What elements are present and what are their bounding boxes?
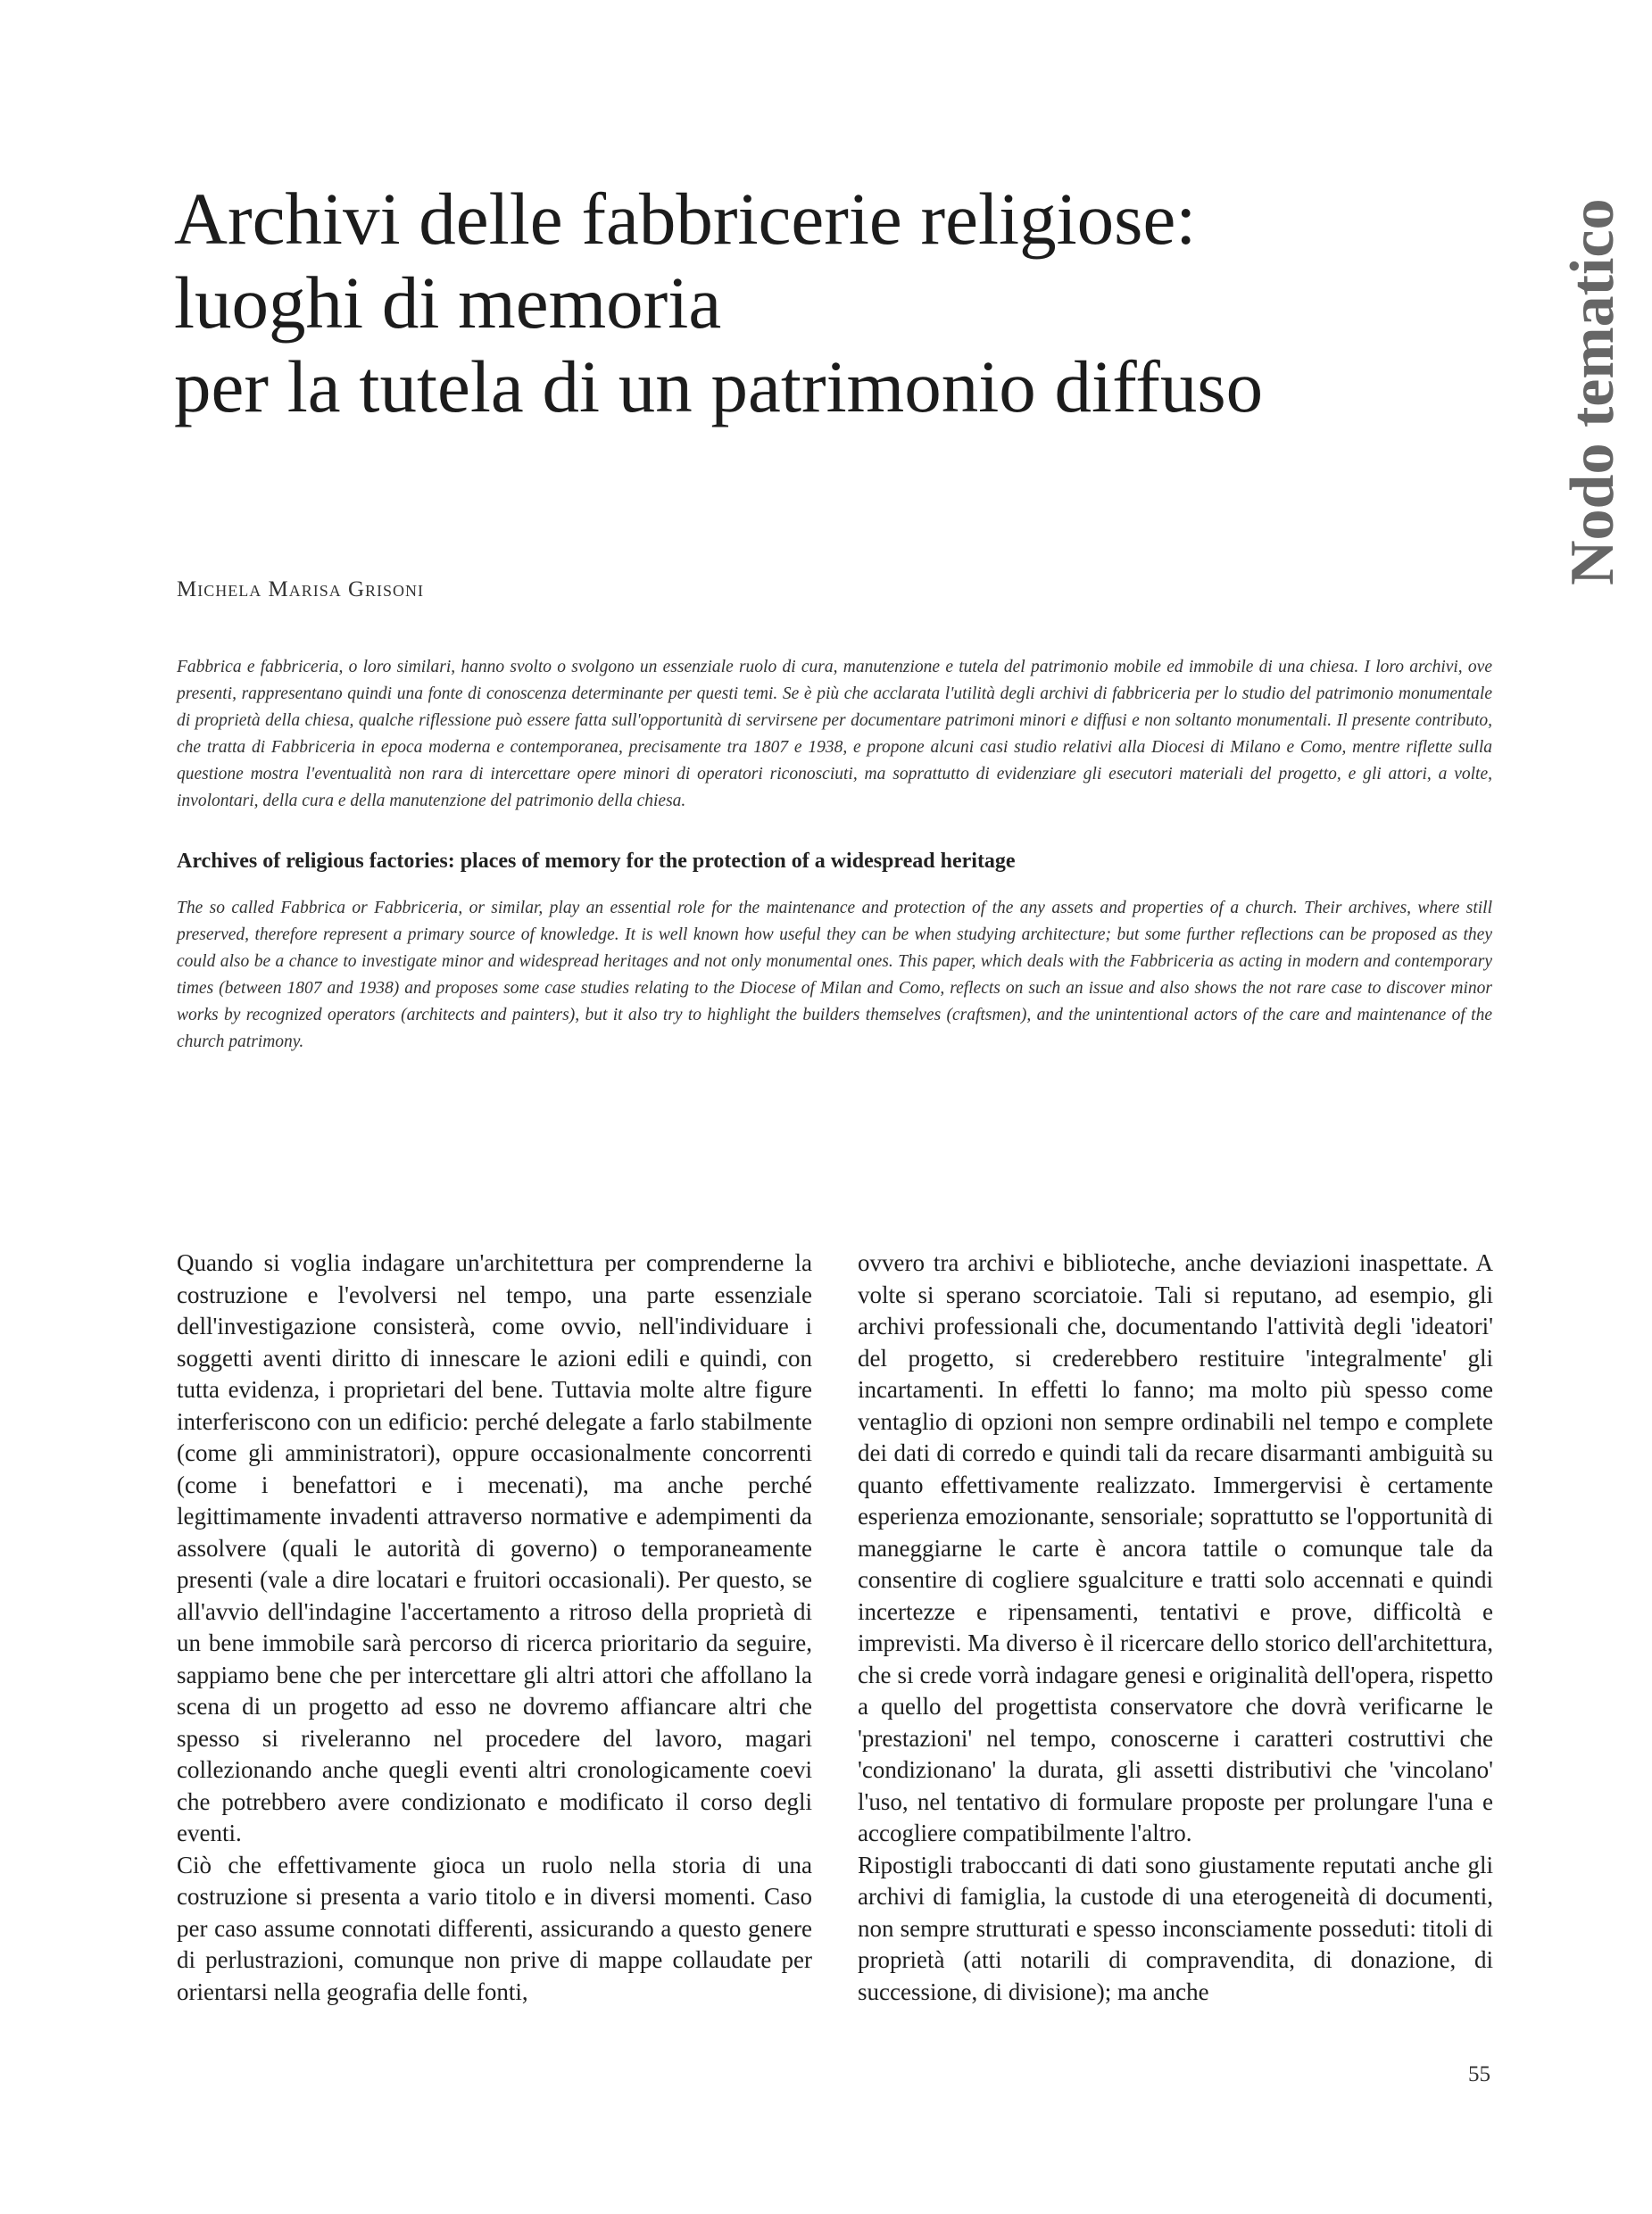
article-title <box>174 177 1477 428</box>
body-column-left <box>177 1248 812 2008</box>
body-column-right <box>858 1248 1493 2008</box>
page-number: 55 <box>1468 2062 1490 2086</box>
body-paragraph: ovvero tra archivi e biblioteche, anche deviazioni inaspettate. A volte si sperano scorciatoie. Tali si reputano, ad esempio, gli archivi professionali che, documentando l'attività degli 'ideatori' del progetto, si crederebbero restituire 'integralmente' gli incartamenti. In effetti lo fanno; ma molto più spesso come ventaglio di opzioni non sempre ordinabili nel tempo e complete dei dati di corredo e quindi tali da recare disarmanti ambiguità su quanto effettivamente realizzato. Immergervisi è certamente esperienza emozionante, sensoriale; soprattutto se l'opportunità di maneggiarne le carte è ancora tattile o comunque tale da consentire di cogliere sgualciture e tratti solo accennati e quindi incertezze e ripensamenti, tentativi e prove, difficoltà e imprevisti. Ma diverso è il ricercare dello storico dell'architettura, che si crede vorrà indagare genesi e originalità dell'opera, rispetto a quello del progettista conservatore che dovrà verificarne le 'prestazioni' nel tempo, conoscerne i caratteri costruttivi che 'condizionano' la durata, gli assetti distributivi che 'vincolano' l'uso, nel tentativo di formulare proposte per prolungare l'una e accogliere compatibilmente l'altro. <box>858 1249 1493 1846</box>
title-line-3: per la tutela di un patrimonio diffuso <box>174 345 1264 427</box>
abstract-english: The so called Fabbrica or Fabbriceria, or similar, play an essential role for the maintenance and protection of the any assets and properties of a church. Their archives, where still preserved, therefore represent a primary source of knowledge. It is well known how useful they can be when studying architecture; but some further reflections can be proposed as they could also be a chance to investigate minor and widespread heritages and not only monumental ones. This paper, which deals with the Fabbriceria as acting in modern and contemporary times (between 1807 and 1938) and proposes some case studies relating to the Diocese of Milan and Como, reflects on such an issue and also shows the not rare case to discover minor works by recognized operators (architects and painters), but it also try to highlight the builders themselves (craftsmen), and the unintentional actors of the care and maintenance of the church patrimony. <box>177 899 1492 1051</box>
english-title: Archives of religious factories: places of memory for the protection of a widespread heritage <box>177 850 1016 873</box>
title-line-2: luoghi di memoria <box>174 261 722 344</box>
author-name: Michela Marisa Grisoni <box>177 577 425 601</box>
body-paragraph: Quando si voglia indagare un'architettura per comprenderne la costruzione e l'evolversi nel tempo, una parte essenziale dell'investigazione consisterà, come ovvio, nell'individuare i soggetti aventi diritto di innescare le azioni edili e quindi, con tutta evidenza, i proprietari del bene. Tuttavia molte altre figure interferiscono con un edificio: perché delegate a farlo stabilmente (come gli amministratori), oppure occasionalmente concorrenti (come i benefattori e i mecenati), ma anche perché legittimamente invadenti attraverso normative e adempimenti da assolvere (quali le autorità di governo) o temporaneamente presenti (vale a dire locatari e fruitori occasionali). Per questo, se all'avvio dell'indagine l'accertamento a ritroso della proprietà di un bene immobile sarà percorso di ricerca prioritario da seguire, sappiamo bene che per intercettare gli altri attori che affollano la scena di un progetto ad esso ne dovremo affiancare altri che spesso si riveleranno nel procedere del lavoro, magari collezionando anche quegli eventi altri cronologicamente coevi che potrebbero avere condizionato e modificato il corso degli eventi. <box>177 1249 812 1846</box>
title-line-1: Archivi delle fabbricerie religiose: <box>174 178 1197 260</box>
section-side-label: Nodo tematico <box>1558 198 1627 585</box>
abstract-italian: Fabbrica e fabbriceria, o loro similari, hanno svolto o svolgono un essenziale ruolo di cura, manutenzione e tutela del patrimonio mobile ed immobile di una chiesa. I loro archivi, ove presenti, rappresentano quindi una fonte di conoscenza determinante per questi temi. Se è più che acclarata l'utilità degli archivi di fabbriceria per lo studio del patrimonio monumentale di proprietà della chiesa, qualche riflessione può essere fatta sull'opportunità di servirsene per documentare patrimoni minori e diffusi e non soltanto monumentali. Il presente contributo, che tratta di Fabbriceria in epoca moderna e contemporanea, precisamente tra 1807 e 1938, e propone alcuni casi studio relativi alla Diocesi di Milano e Como, mentre riflette sulla questione mostra l'eventualità non rara di intercettare opere minori di operatori riconosciuti, ma soprattutto di evidenziare gli esecutori materiali del progetto, e gli attori, a volte, involontari, della cura e della manutenzione del patrimonio della chiesa. <box>177 658 1492 810</box>
body-paragraph: Ciò che effettivamente gioca un ruolo nella storia di una costruzione si presenta a vario titolo e in diversi momenti. Caso per caso assume connotati differenti, assicurando a questo genere di perlustrazioni, comunque non prive di mappe collaudate per orientarsi nella geografia delle fonti, <box>177 1851 812 2005</box>
body-paragraph: Ripostigli traboccanti di dati sono giustamente reputati anche gli archivi di famiglia, la custode di una eterogeneità di documenti, non sempre strutturati e spesso inconsciamente posseduti: titoli di proprietà (atti notarili di compravendita, di donazione, di successione, di divisione); ma anche <box>858 1851 1493 2005</box>
